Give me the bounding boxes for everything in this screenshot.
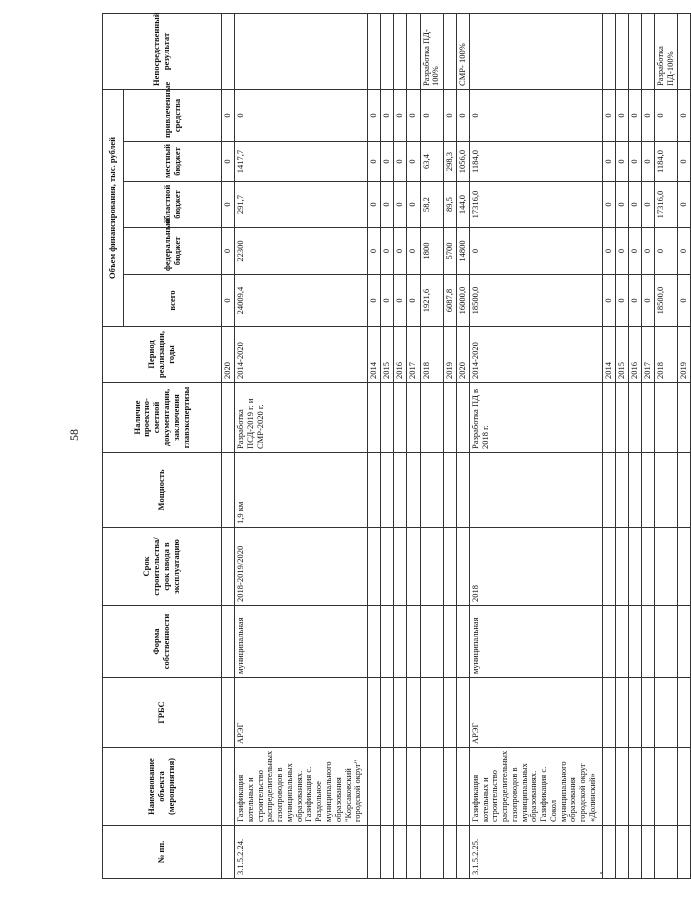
page-number: 58 [67,429,81,441]
cell-result [616,13,629,89]
cell-regional: 0 [368,182,381,228]
cell-period-build [655,528,678,606]
cell-name [381,748,394,826]
cell-result [381,13,394,89]
cell-docs [420,383,443,453]
header-local: местный бюджет [124,142,222,182]
cell-capacity: 1,9 км [235,453,368,528]
cell-attracted: 0 [394,89,407,141]
cell-capacity [381,453,394,528]
cell-result [443,13,456,89]
cell-grbs [394,678,407,748]
scan-dot [600,872,602,874]
cell-num [222,826,235,879]
cell-num [629,826,642,879]
cell-num [655,826,678,879]
cell-name [642,748,655,826]
cell-capacity [629,453,642,528]
cell-capacity [616,453,629,528]
cell-regional: 144,0 [456,182,469,228]
cell-name [616,748,629,826]
cell-attracted: 0 [678,89,691,141]
cell-local: 1184,0 [655,142,678,182]
cell-name [407,748,420,826]
cell-num [678,826,691,879]
cell-federal: 0 [602,228,615,275]
cell-year: 2015 [616,327,629,383]
cell-capacity [678,453,691,528]
cell-capacity [469,453,602,528]
cell-attracted: 0 [420,89,443,141]
cell-federal: 5700 [443,228,456,275]
cell-grbs [381,678,394,748]
cell-year: 2020 [456,327,469,383]
cell-local: 0 [642,142,655,182]
cell-federal: 0 [616,228,629,275]
cell-period-build [602,528,615,606]
cell-attracted: 0 [616,89,629,141]
cell-attracted: 0 [368,89,381,141]
cell-attracted: 0 [381,89,394,141]
cell-name [602,748,615,826]
cell-result [235,13,368,89]
cell-year: 2016 [394,327,407,383]
cell-result: СМР- 100% [456,13,469,89]
cell-attracted: 0 [222,89,235,141]
cell-year: 2017 [407,327,420,383]
cell-regional: 0 [642,182,655,228]
cell-period-build [407,528,420,606]
header-financing: Объем финансирования, тыс. рублей [103,89,124,326]
cell-grbs [678,678,691,748]
cell-name [443,748,456,826]
table-row [642,13,655,878]
cell-result [368,13,381,89]
cell-docs [407,383,420,453]
cell-total: 0 [616,275,629,327]
cell-result [469,13,602,89]
cell-name [420,748,443,826]
cell-federal: 1800 [420,228,443,275]
cell-local: 0 [407,142,420,182]
cell-ownership [394,606,407,678]
cell-local: 0 [629,142,642,182]
cell-num [602,826,615,879]
cell-capacity [420,453,443,528]
cell-total: 0 [407,275,420,327]
cell-capacity [443,453,456,528]
cell-name [368,748,381,826]
cell-regional: 17316,0 [469,182,602,228]
cell-grbs [222,678,235,748]
cell-result [629,13,642,89]
header-grbs: ГРБС [103,678,222,748]
cell-ownership [678,606,691,678]
cell-regional: 0 [381,182,394,228]
cell-capacity [407,453,420,528]
cell-result: Разработка ПД- 100% [420,13,443,89]
cell-federal: 22300 [235,228,368,275]
header-period-build: Срок строительства/срок ввода в эксплуатацию [103,528,222,606]
cell-docs: Разработка ПД в 2018 г. [469,383,602,453]
cell-grbs [655,678,678,748]
cell-num [420,826,443,879]
cell-federal: 0 [469,228,602,275]
cell-docs [456,383,469,453]
cell-ownership: муниципальная [469,606,602,678]
cell-year: 2018 [655,327,678,383]
cell-docs [443,383,456,453]
cell-period-build [222,528,235,606]
cell-ownership: муниципальная [235,606,368,678]
cell-federal: 0 [368,228,381,275]
cell-total: 0 [642,275,655,327]
cell-name [629,748,642,826]
cell-num [443,826,456,879]
header-period-impl: Период реализации, годы [103,327,222,383]
table-body [222,13,691,878]
cell-result [642,13,655,89]
cell-grbs [368,678,381,748]
table-row [616,13,629,878]
cell-docs [381,383,394,453]
cell-grbs: АРЭГ [469,678,602,748]
cell-regional: 0 [602,182,615,228]
cell-total: 24009,4 [235,275,368,327]
cell-result [394,13,407,89]
cell-grbs: АРЭГ [235,678,368,748]
cell-period-build [629,528,642,606]
cell-federal: 0 [394,228,407,275]
cell-ownership [616,606,629,678]
cell-federal: 0 [642,228,655,275]
cell-result [222,13,235,89]
cell-regional: 58,2 [420,182,443,228]
cell-capacity [642,453,655,528]
cell-ownership [381,606,394,678]
cell-regional: 0 [678,182,691,228]
cell-name [394,748,407,826]
cell-total: 0 [368,275,381,327]
cell-grbs [407,678,420,748]
cell-docs [655,383,678,453]
cell-local: 0 [368,142,381,182]
cell-num: 3.1.5.2.25. [469,826,602,879]
cell-total: 18500,0 [469,275,602,327]
cell-attracted: 0 [235,89,368,141]
cell-num: 3.1.5.2.24. [235,826,368,879]
cell-local: 0 [394,142,407,182]
cell-docs [222,383,235,453]
cell-docs: Разработка ПСД-2019 г. и СМР-2020 г. [235,383,368,453]
cell-regional: 0 [616,182,629,228]
cell-period-build [381,528,394,606]
cell-total: 16000,0 [456,275,469,327]
cell-ownership [368,606,381,678]
header-total: всего [124,275,222,327]
cell-total: 0 [678,275,691,327]
cell-local: 0 [381,142,394,182]
cell-attracted: 0 [443,89,456,141]
cell-ownership [456,606,469,678]
table-row [222,13,235,878]
cell-result [602,13,615,89]
cell-year: 2014 [602,327,615,383]
cell-name [655,748,678,826]
table-row [678,13,691,878]
header-ownership: Форма собственности [103,606,222,678]
table-row [235,13,368,878]
cell-local: 1184,0 [469,142,602,182]
financing-table [102,13,691,879]
header-name: Наименование объекта (мероприятия) [103,748,222,826]
cell-local: 0 [602,142,615,182]
cell-federal: 0 [655,228,678,275]
table-row [629,13,642,878]
cell-year: 2018 [420,327,443,383]
cell-total: 0 [629,275,642,327]
cell-attracted: 0 [456,89,469,141]
cell-period-build [394,528,407,606]
cell-period-build: 2018 [469,528,602,606]
cell-local: 0 [678,142,691,182]
header-docs: Наличие проектно-сметной документации, заключения главэкспертизы [103,383,222,453]
cell-num [381,826,394,879]
table-row [407,13,420,878]
cell-total: 0 [602,275,615,327]
cell-federal: 0 [678,228,691,275]
cell-grbs [443,678,456,748]
cell-docs [678,383,691,453]
cell-total: 0 [381,275,394,327]
cell-name [222,748,235,826]
cell-num [368,826,381,879]
cell-total: 18500,0 [655,275,678,327]
cell-period-build [368,528,381,606]
cell-ownership [420,606,443,678]
cell-ownership [655,606,678,678]
cell-result: Разработка ПД-100% [655,13,678,89]
cell-regional: 89,5 [443,182,456,228]
cell-period-build [420,528,443,606]
cell-grbs [602,678,615,748]
cell-period-build [456,528,469,606]
cell-docs [368,383,381,453]
header-row [103,13,124,878]
cell-local: 0 [616,142,629,182]
cell-ownership [443,606,456,678]
cell-capacity [655,453,678,528]
cell-num [642,826,655,879]
cell-grbs [616,678,629,748]
cell-regional: 17316,0 [655,182,678,228]
cell-year: 2020 [222,327,235,383]
cell-capacity [368,453,381,528]
cell-local: 63,4 [420,142,443,182]
cell-ownership [642,606,655,678]
cell-num [456,826,469,879]
cell-period-build: 2018-2019/2020 [235,528,368,606]
cell-total: 6087,8 [443,275,456,327]
cell-regional: 0 [629,182,642,228]
cell-grbs [420,678,443,748]
cell-name [678,748,691,826]
header-capacity: Мощность [103,453,222,528]
cell-year: 2019 [678,327,691,383]
cell-local: 0 [222,142,235,182]
cell-num [394,826,407,879]
table-row [420,13,443,878]
cell-regional: 0 [407,182,420,228]
header-result: Непосредственный результат [103,13,222,89]
cell-year: 2016 [629,327,642,383]
cell-name [456,748,469,826]
cell-attracted: 0 [655,89,678,141]
cell-result [407,13,420,89]
cell-capacity [602,453,615,528]
cell-federal: 0 [407,228,420,275]
cell-period-build [616,528,629,606]
rotated-table-container [102,12,689,879]
cell-num [407,826,420,879]
cell-attracted: 0 [629,89,642,141]
cell-total: 1921,6 [420,275,443,327]
cell-capacity [222,453,235,528]
header-regional: областной бюджет [124,182,222,228]
cell-attracted: 0 [469,89,602,141]
cell-ownership [407,606,420,678]
cell-year: 2015 [381,327,394,383]
cell-result [678,13,691,89]
cell-year: 2014-2020 [235,327,368,383]
cell-year: 2014-2020 [469,327,602,383]
table-row [443,13,456,878]
cell-regional: 291,7 [235,182,368,228]
cell-period-build [443,528,456,606]
cell-total: 0 [222,275,235,327]
table-row [394,13,407,878]
cell-federal: 0 [629,228,642,275]
cell-name: Газификация котельных и строительство распределительных газопроводов в муниципальных образованиях. Газификация с. Сокол муниципального образования городской округ «Долинский» [469,748,602,826]
cell-docs [629,383,642,453]
table-row [381,13,394,878]
cell-year: 2019 [443,327,456,383]
cell-capacity [394,453,407,528]
cell-ownership [602,606,615,678]
cell-regional: 0 [394,182,407,228]
table-row [368,13,381,878]
cell-grbs [642,678,655,748]
header-federal: федеральный бюджет [124,228,222,275]
header-attracted: привлеченные средства [124,89,222,141]
cell-num [616,826,629,879]
table-row [456,13,469,878]
cell-period-build [678,528,691,606]
cell-federal: 0 [222,228,235,275]
table-row [655,13,678,878]
cell-docs [616,383,629,453]
cell-federal: 14800 [456,228,469,275]
cell-grbs [629,678,642,748]
header-num: № пп. [103,826,222,879]
cell-local: 1056,0 [456,142,469,182]
cell-local: 298,3 [443,142,456,182]
cell-attracted: 0 [407,89,420,141]
cell-total: 0 [394,275,407,327]
cell-attracted: 0 [642,89,655,141]
cell-regional: 0 [222,182,235,228]
cell-name: Газификация котельных и строительство распределительных газопроводов в муниципальных образованиях. Газификация с. Раздольное муниципального образования "Корсаковский городской округ" [235,748,368,826]
cell-docs [394,383,407,453]
cell-federal: 0 [381,228,394,275]
cell-local: 1417,7 [235,142,368,182]
cell-attracted: 0 [602,89,615,141]
cell-grbs [456,678,469,748]
cell-year: 2017 [642,327,655,383]
table-row [602,13,615,878]
cell-capacity [456,453,469,528]
cell-docs [642,383,655,453]
cell-docs [602,383,615,453]
cell-ownership [629,606,642,678]
cell-year: 2014 [368,327,381,383]
table-row [469,13,602,878]
cell-period-build [642,528,655,606]
cell-ownership [222,606,235,678]
